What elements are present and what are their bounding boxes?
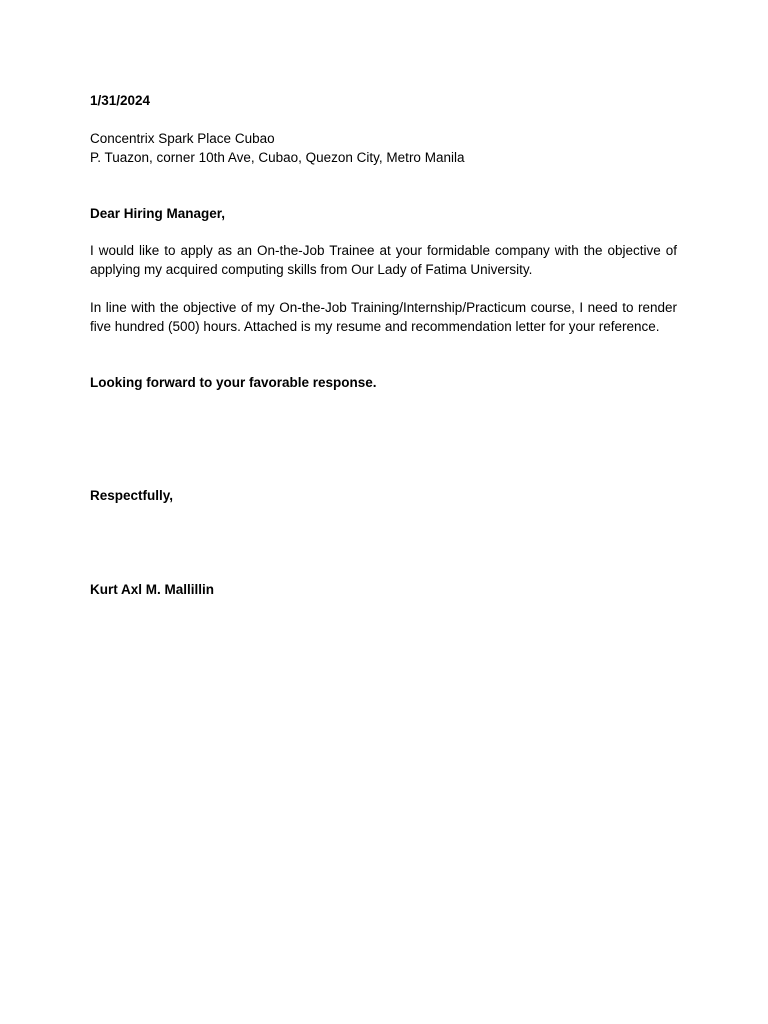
signature-name: Kurt Axl M. Mallillin <box>90 582 215 597</box>
recipient-block <box>90 129 690 167</box>
signoff: Respectfully, <box>90 488 174 503</box>
body-paragraph: In line with the objective of my On-the-Job Training/Internship/Practicum course, I need to render five hundred (500) hours. Attached is my resume and recommendation letter for your reference. <box>90 300 677 334</box>
closing-line: Looking forward to your favorable response. <box>90 375 377 390</box>
salutation: Dear Hiring Manager, <box>90 206 226 221</box>
body-paragraph: I would like to apply as an On-the-Job Trainee at your formidable company with the objective of applying my acquired computing skills from Our Lady of Fatima University. <box>90 243 677 277</box>
letter-date: 1/31/2024 <box>90 93 151 108</box>
recipient-address: P. Tuazon, corner 10th Ave, Cubao, Quezon City, Metro Manila <box>90 150 465 165</box>
recipient-name: Concentrix Spark Place Cubao <box>90 131 275 146</box>
